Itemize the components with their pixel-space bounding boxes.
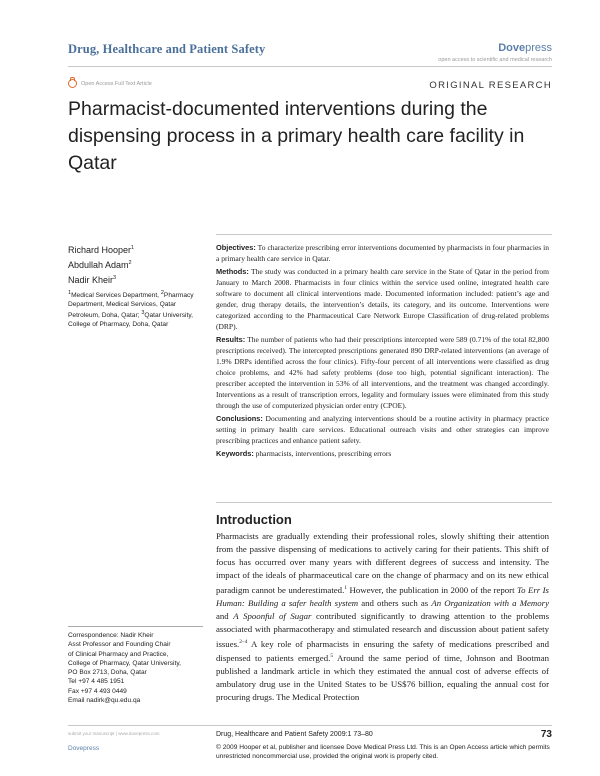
abstract-bottom-divider <box>216 502 552 503</box>
header-divider <box>68 66 552 67</box>
abstract-methods: Methods: The study was conducted in a primary health care service in the State of Qatar in the period from January to March 2008. Pharmacists in four clinics within the service used online, integrated health care software to document all clinical interventions made. Documented information included: patient’s age and gender, drug therapy details, the intervention’s details, its category, and its outcome. Interventions were categorized according to the Pharmaceutical Care Network Europe Classification of drug-related problems (DRP). <box>216 266 549 332</box>
author: Nadir Kheir$^3$ <box>68 275 117 285</box>
article-type: ORIGINAL RESEARCH <box>429 80 552 91</box>
correspondence: Correspondence: Nadir Kheir Asst Professor and Founding Chair of Clinical Pharmacy and Practice, College of Pharmacy, Qatar University, PO Box 2713, Doha, Qatar Tel +97 4 485 1951 Fax +97 4 493 0449 Email nadirk@qu.edu.qa <box>68 631 203 705</box>
affiliations: $^1$Medical Services Department, $^2$Pharmacy Department, Medical Services, Qatar Petroleum, Doha, Qatar; $^3$Qatar University, College of Pharmacy, Doha, Qatar <box>68 290 194 329</box>
author-list <box>68 242 134 287</box>
open-access-lock-icon <box>68 79 77 88</box>
journal-title: Drug, Healthcare and Patient Safety <box>68 42 266 56</box>
abstract-results: Results: The number of patients who had their prescriptions intercepted were 589 (0.71% of the total 82,800 prescriptions received). The intercepted prescriptions generated 890 DRP-related interventions (an average of 1.9% DRPs identified across the four clinics). Fifty-four percent of all interventions were classified as drug choice problems, and 42% had safety problems (dose too high, potential significant interaction). The prescriber accepted the intervention in 53% of all interventions, and the treatment was changed accordingly. Interventions as a result of transcription errors, legality and formulary issues were eliminated from this study through the use of computerized physician order entry (CPOE). <box>216 334 549 411</box>
publisher-logo <box>498 42 552 54</box>
correspondence-email[interactable]: Email nadirk@qu.edu.qa <box>68 697 141 705</box>
abstract-keywords: Keywords: pharmacists, interventions, prescribing errors <box>216 448 392 458</box>
correspondence-divider <box>68 626 203 627</box>
abstract <box>216 242 549 460</box>
abstract-top-divider <box>216 234 552 235</box>
submit-manuscript-link[interactable]: submit your manuscript | www.dovepress.com <box>68 731 160 736</box>
abstract-objectives: Objectives: To characterize prescribing error interventions documented by pharmacists in four pharmacies in a primary health care service in Qatar. <box>216 243 549 264</box>
publisher-tagline: open access to scientific and medical research <box>438 57 552 63</box>
article-title: Pharmacist-documented interventions during the dispensing process in a primary health care facility in Qatar <box>68 98 525 174</box>
open-access-text: Open Access Full Text Article <box>81 80 152 87</box>
introduction-heading: Introduction <box>216 512 292 527</box>
copyright-notice: © 2009 Hooper et al, publisher and licensee Dove Medical Press Ltd. This is an Open Access article which permits unrestricted noncommercial use, provided the original work is properly cited. <box>216 744 550 760</box>
brand-press: press <box>525 42 552 54</box>
abstract-conclusions: Conclusions: Documenting and analyzing interventions should be a routine activity in pharmacy practice setting in primary health care services. Educational outreach visits and other strategies can improve prescribing practices and enhance patient safety. <box>216 413 549 446</box>
brand-dove: Dove <box>498 42 526 54</box>
open-access-label <box>68 79 152 88</box>
footer-brand: Dovepress <box>68 745 100 752</box>
author: Abdullah Adam$^2$ <box>68 260 132 270</box>
footer-citation: Drug, Healthcare and Patient Safety 2009:1 73–80 <box>216 731 373 738</box>
introduction-body: Pharmacists are gradually extending their professional roles, slowly shifting their attention from the passive dispensing of medications to actively caring for their patients. This shift of focus has occurred over many years with different degrees of success and intensity. The impact of the ideals of pharmaceutical care on the change of pharmacy and on its new ethical paradigm cannot be underestimated.$^1$ However, the publication in 2000 of the report To Err Is Human: Building a safer health system and others such as An Organization with a Memory and A Spoonful of Sugar contributed significantly to drawing attention to the problems associated with pharmacotherapy and stimulated research and discussion about patient safety issues.$^{2-4}$ A key role of pharmacists in ensuring the safety of medications prescribed and dispensed to patients emerged.$^5$ Around the same period of time, Johnson and Bootman published a landmark article in which they estimated the annual cost of adverse effects of ambulatory drug use in the United States to be US$76 billion, equaling the annual cost for procuring drugs. The Medical Protection <box>216 531 550 703</box>
author: Richard Hooper$^1$ <box>68 245 135 255</box>
footer-divider <box>68 725 552 726</box>
page-number: 73 <box>540 729 552 740</box>
